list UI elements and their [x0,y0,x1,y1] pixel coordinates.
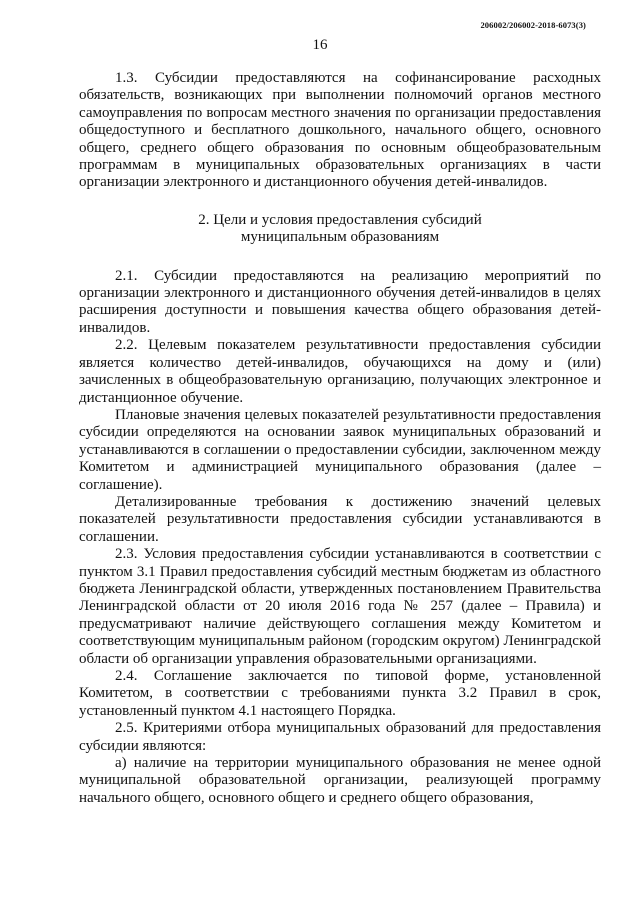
paragraph-2-3: 2.3. Условия предоставления субсидии устанавливаются в соответствии с пунктом 3.1 Правил предоставления субсидий местным бюджетам из областного бюджета Ленинградской области, утвержденных постановлением Правительства Ленинградской области от 20 июля 2016 года № 257 (далее – Правила) и предусматривают наличие действующего соглашения между Комитетом и соответствующим муниципальным районом (городским округом) Ленинградской области об организации управления образовательными организациями. [79,546,601,667]
paragraph-2-2: 2.2. Целевым показателем результативности предоставления субсидии является количество детей-инвалидов, обучающихся на дому и (или) зачисленных в общеобразовательную организацию, получающих электронное и дистанционное обучение. [79,337,601,406]
paragraph-2-2-detailed-requirements: Детализированные требования к достижению значений целевых показателей результативности предоставления субсидии устанавливаются в соглашении. [79,493,601,545]
section-2-title-line-1: 2. Цели и условия предоставления субсидий [198,211,482,228]
paragraph-2-5: 2.5. Критериями отбора муниципальных образований для предоставления субсидии являются: [79,720,601,754]
section-2-title-line-2: муниципальным образованиям [240,229,440,246]
paragraph-1-3: 1.3. Субсидии предоставляются на софинансирование расходных обязательств, возникающих при выполнении полномочий органов местного самоуправления по вопросам местного значения по организации предоставления общедоступного и бесплатного дошкольного, начального общего, основного общего, среднего общего образования по основным общеобразовательным программам в муниципальных образовательных организациях в части организации электронного и дистанционного обучения детей-инвалидов. [79,70,601,191]
paragraph-2-5-a: а) наличие на территории муниципального образования не менее одной муниципальной образовательной организации, реализующей программу начального общего, основного общего и среднего общего образования, [79,755,601,806]
document-reference: 206002/206002-2018-6073(3) [480,20,586,30]
paragraph-2-1: 2.1. Субсидии предоставляются на реализацию мероприятий по организации электронного и дистанционного обучения детей-инвалидов в целях расширения доступности и повышения качества общего образования детей-инвалидов. [79,267,601,336]
document-body [79,70,601,807]
page-number: 16 [312,37,328,53]
paragraph-2-2-planned-values: Плановые значения целевых показателей результативности предоставления субсидии определяются на основании заявок муниципальных образований и устанавливаются в соглашении о предоставлении субсидии, заключенном между Комитетом и администрацией муниципального образования (далее – соглашение). [79,406,601,493]
paragraph-2-4: 2.4. Соглашение заключается по типовой форме, установленной Комитетом, в соответствии с требованиями пункта 3.2 Правил в срок, установленный пунктом 4.1 настоящего Порядка. [79,668,601,719]
